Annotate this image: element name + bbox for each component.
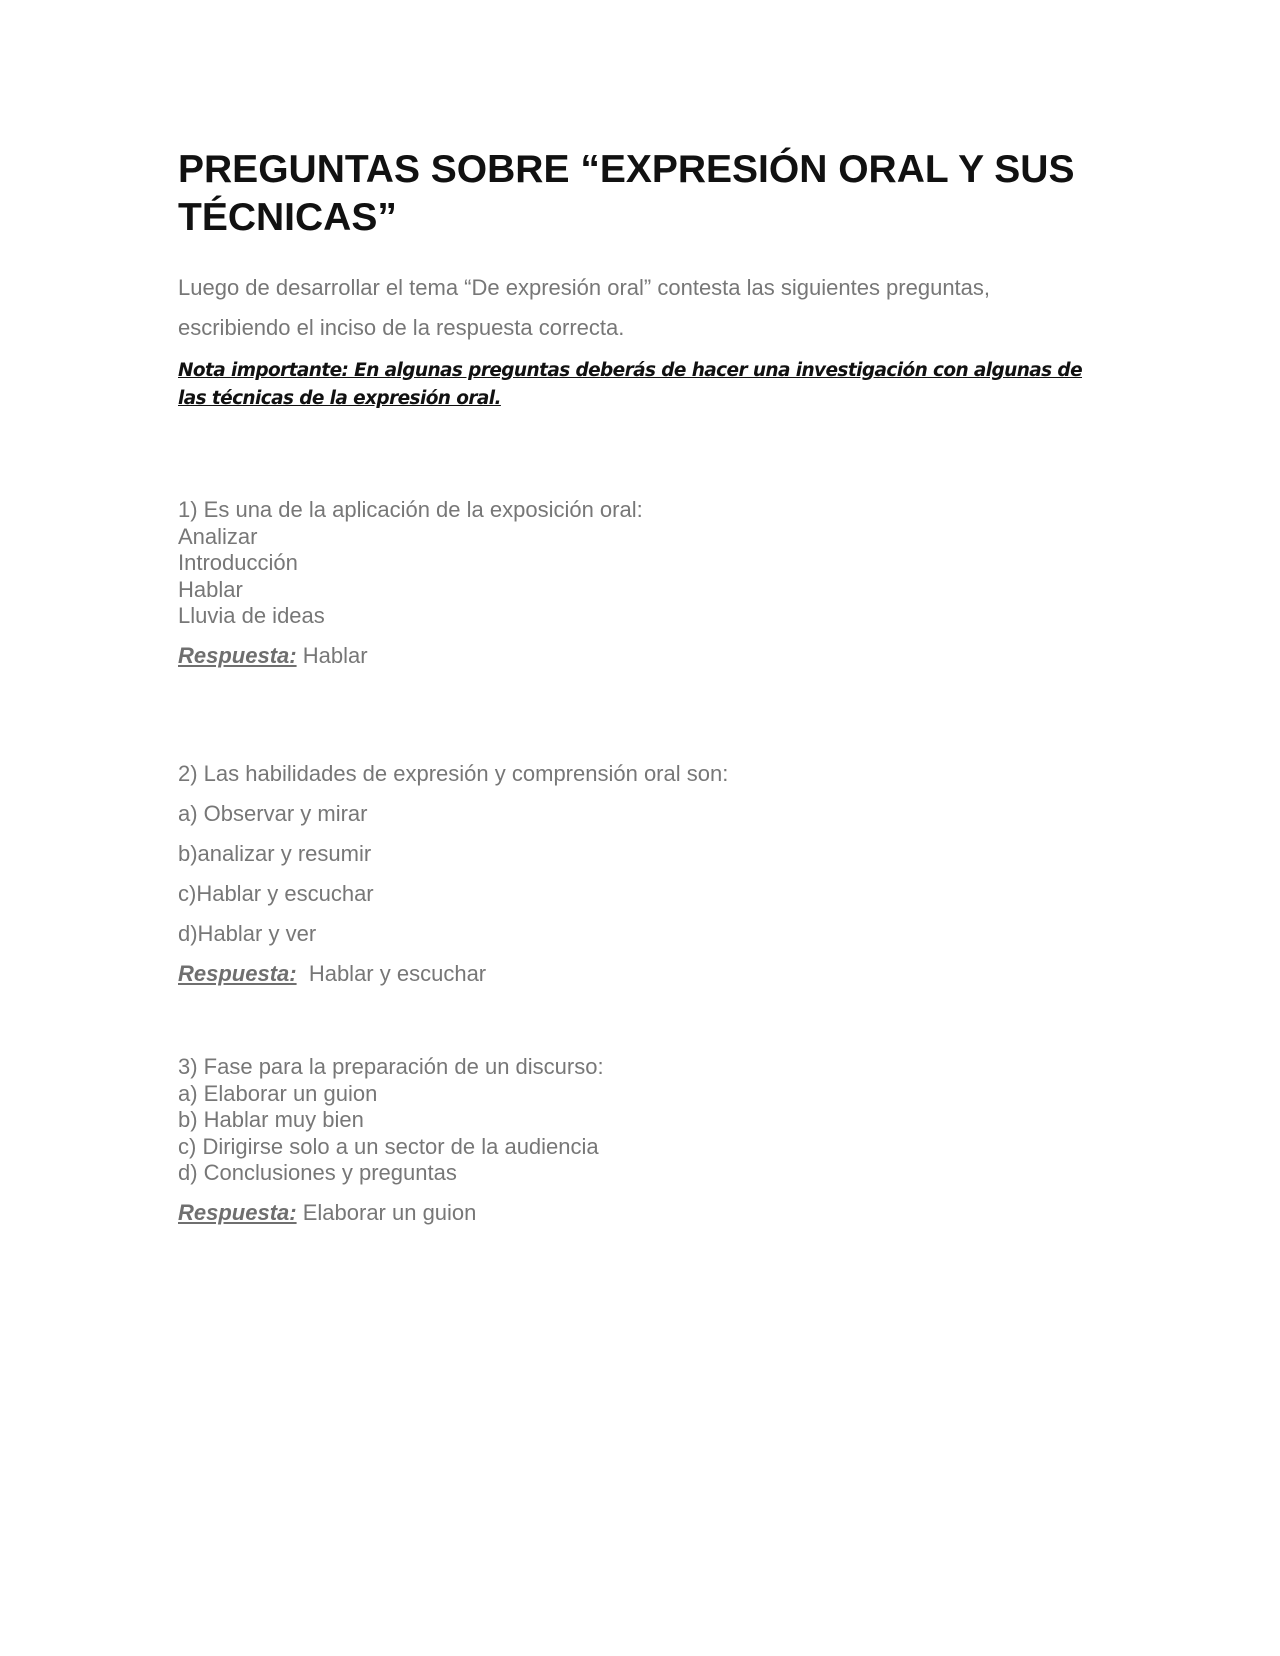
answer-value: Hablar [302,642,368,668]
question-2 [178,754,1098,994]
question-1 [178,497,1098,676]
question-3-text: 3) Fase para la preparación de un discurso: [178,1054,604,1079]
question-2-answer [178,954,1098,994]
question-3-option: d) Conclusiones y preguntas [178,1160,457,1185]
question-2-option: a) Observar y mirar [178,801,368,826]
question-3-option: a) Elaborar un guion [178,1080,378,1106]
answer-value: Hablar y escuchar [308,961,487,986]
question-1-option: Analizar [178,523,258,549]
question-2-option: c)Hablar y escuchar [178,881,374,906]
answer-label: Respuesta: [178,961,297,986]
question-1-option: Introducción [178,550,298,575]
question-3-option: c) Dirigirse solo a un sector de la audiencia [178,1133,599,1159]
important-note: Nota importante: En algunas preguntas deberás de hacer una investigación con algunas de las técnicas de la expresión oral. [178,360,1083,409]
question-3-answer [178,1193,1098,1233]
question-1-option: Lluvia de ideas [178,603,325,628]
page-title: PREGUNTAS SOBRE “EXPRESIÓN ORAL Y SUS TÉCNICAS” [178,148,1075,239]
intro-paragraph [178,268,1098,348]
question-1-text: 1) Es una de la aplicación de la exposición oral: [178,497,643,522]
question-2-option: b)analizar y resumir [178,841,372,866]
question-3-option: b) Hablar muy bien [178,1107,364,1132]
question-2-option: d)Hablar y ver [178,921,317,946]
intro-line-1: Luego de desarrollar el tema “De expresión oral” contesta las siguientes preguntas, [178,275,991,300]
answer-label: Respuesta: [178,1199,297,1225]
intro-line-2: escribiendo el inciso de la respuesta correcta. [178,315,625,340]
question-1-option: Hablar [178,576,243,602]
question-2-text: 2) Las habilidades de expresión y comprensión oral son: [178,761,729,786]
answer-label: Respuesta: [178,642,297,668]
answer-value: Elaborar un guion [302,1199,477,1225]
question-1-answer [178,636,1098,676]
question-3 [178,1054,1098,1233]
